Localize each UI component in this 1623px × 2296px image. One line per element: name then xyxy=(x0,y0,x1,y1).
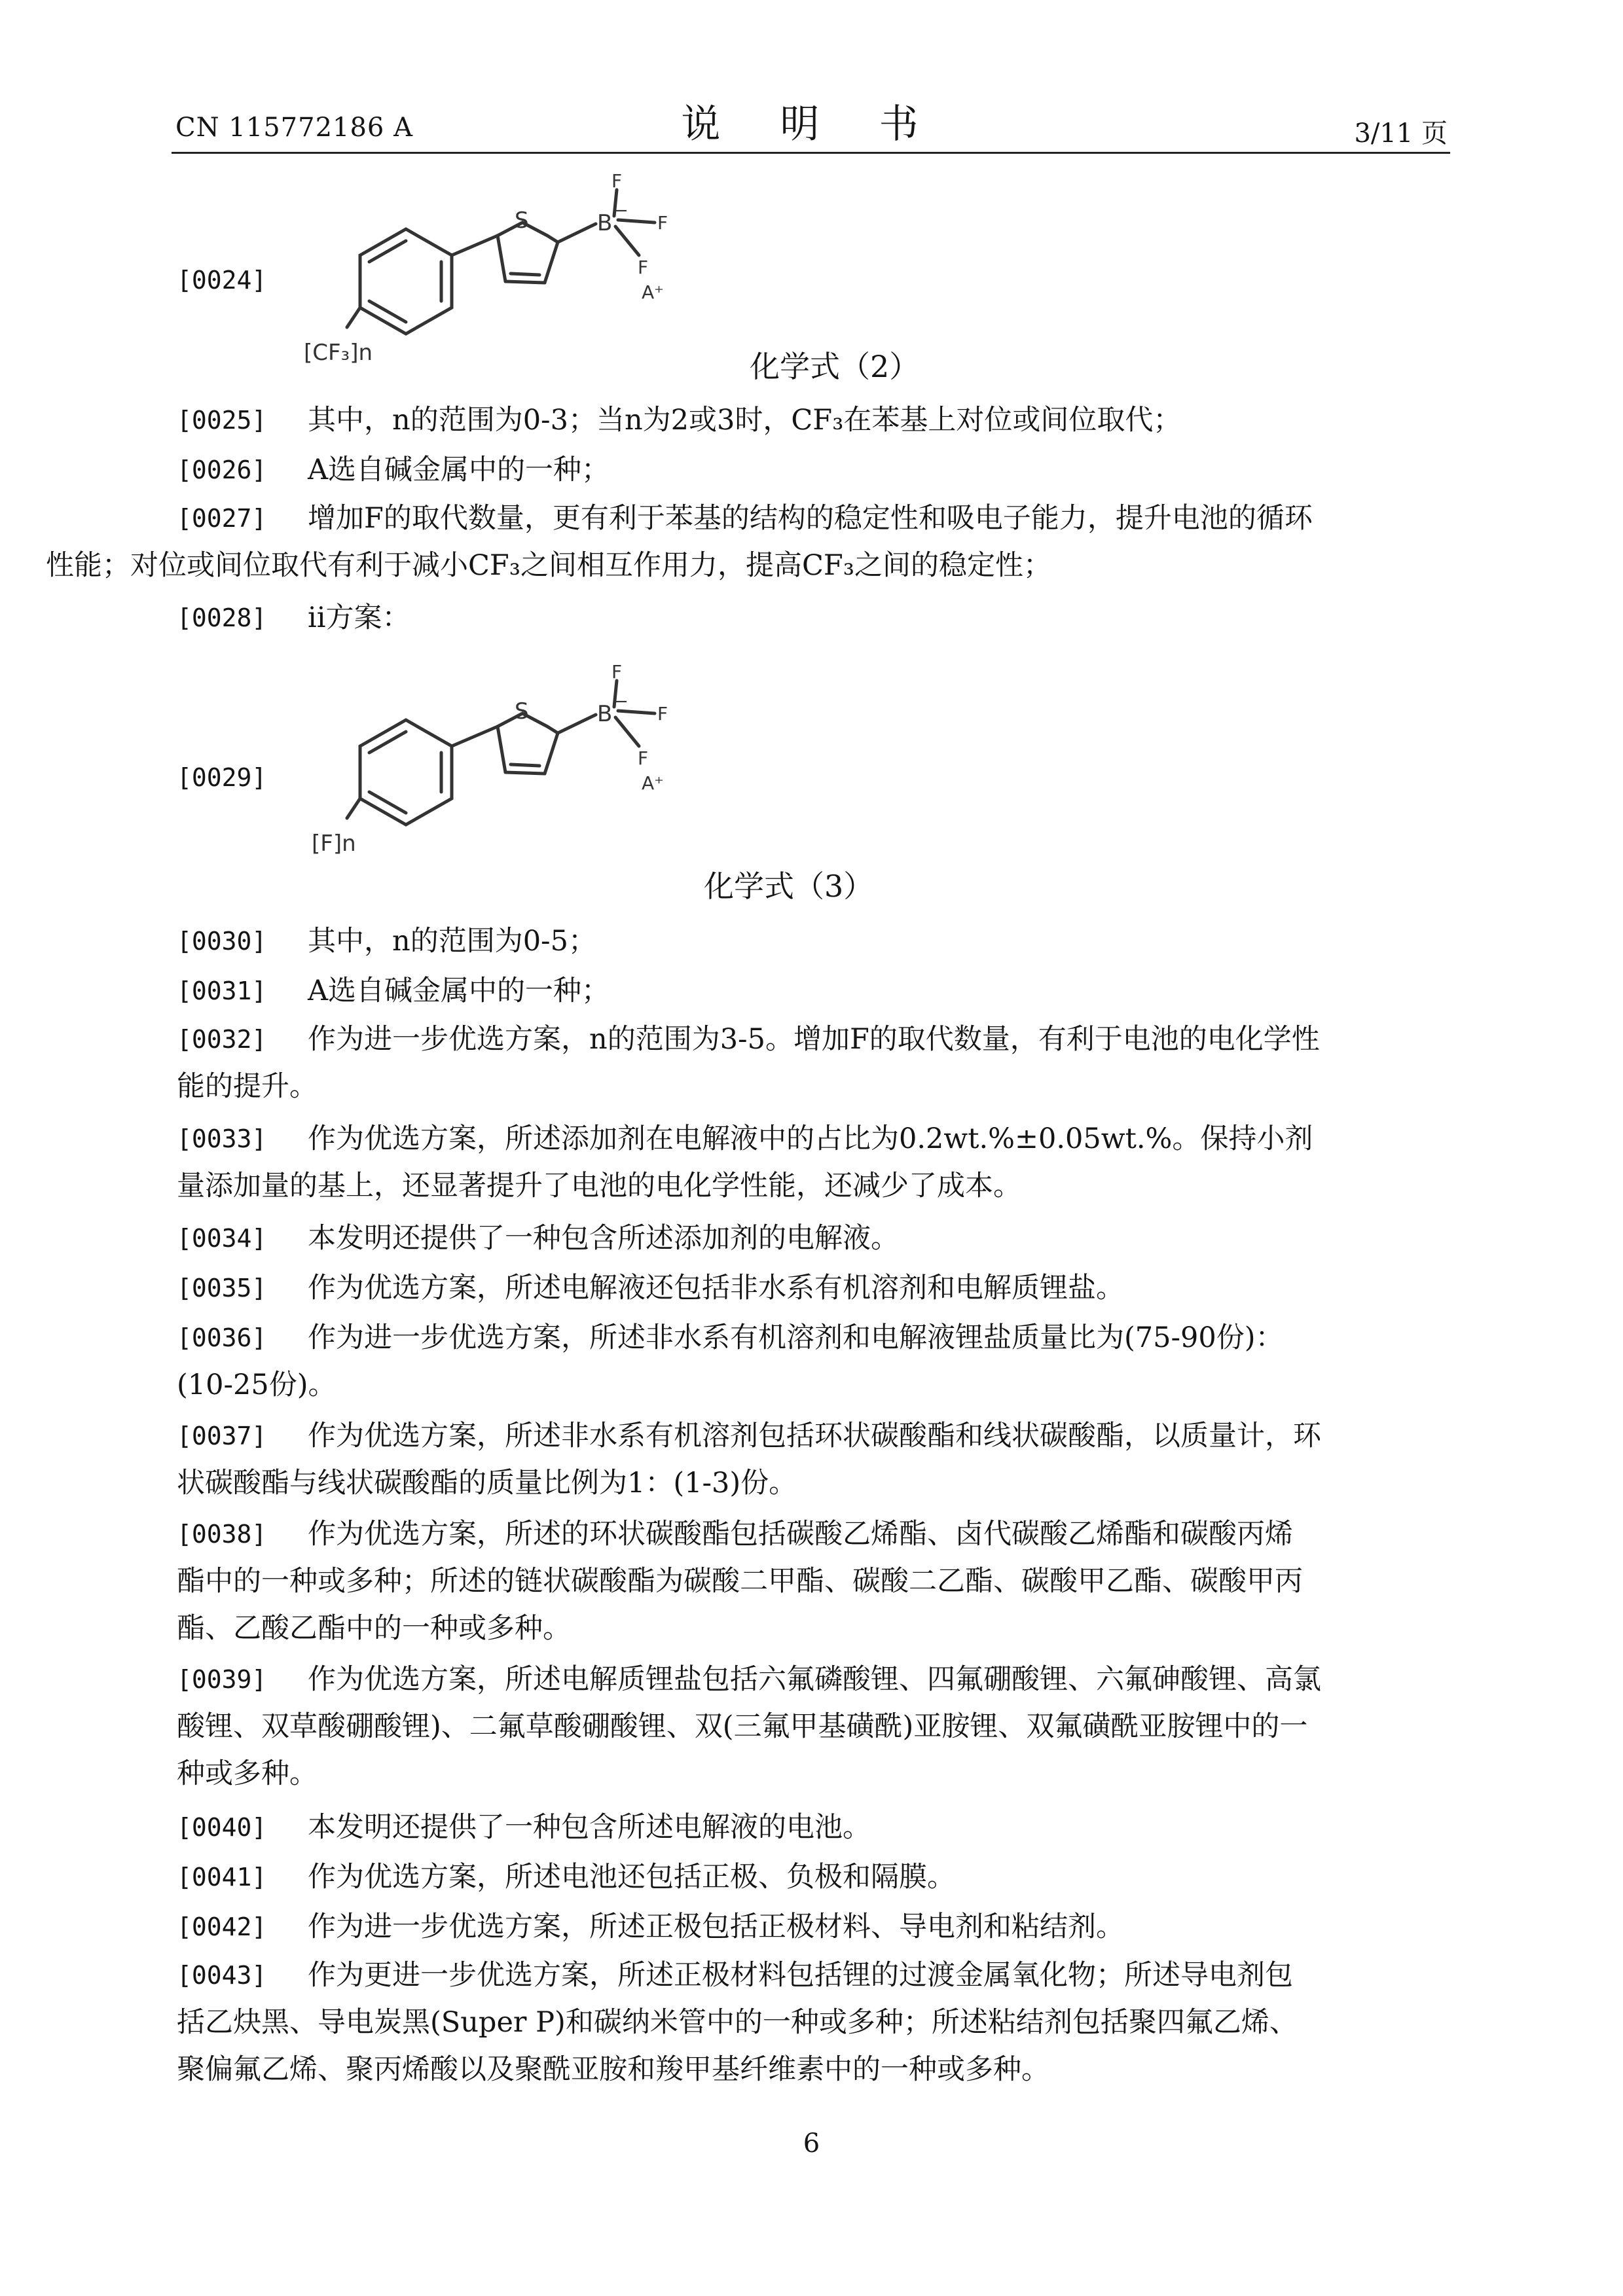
paragraph-line: 本发明还提供了一种包含所述电解液的电池。 xyxy=(308,1811,871,1844)
fluorine-label-1: F xyxy=(611,661,623,683)
boron-label: B xyxy=(597,701,613,727)
paragraph-line: 作为进一步优选方案，n的范围为3-5。增加F的取代数量，有利于电池的电化学性 xyxy=(308,1023,1320,1056)
paragraph-number: [0032] xyxy=(177,1025,267,1054)
paragraph-number: [0031] xyxy=(177,977,267,1005)
paragraph xyxy=(177,1016,1457,1110)
paragraph-number: [0035] xyxy=(177,1274,267,1302)
fluorine-label-3: F xyxy=(638,257,649,278)
substituent-label: [F]n xyxy=(312,831,356,857)
paragraph-line: 聚偏氟乙烯、聚丙烯酸以及聚酰亚胺和羧甲基纤维素中的一种或多种。 xyxy=(177,2053,1049,2086)
figure-3-caption: 化学式（3） xyxy=(704,869,874,904)
paragraph-line: (10-25份)。 xyxy=(177,1369,337,1401)
paragraph xyxy=(177,594,1457,641)
paragraph xyxy=(177,1115,1457,1210)
paragraph-line: 种或多种。 xyxy=(177,1757,318,1790)
boron-label: B xyxy=(597,210,613,236)
paragraph xyxy=(177,1804,1457,1851)
paragraph-number: [0040] xyxy=(177,1813,267,1842)
fluorine-label-2: F xyxy=(657,703,668,725)
paragraph-line: 作为更进一步优选方案，所述正极材料包括锂的过渡金属氧化物；所述导电剂包 xyxy=(308,1959,1293,1992)
charge-label: − xyxy=(614,201,629,221)
paragraph-line: 作为进一步优选方案，所述正极包括正极材料、导电剂和粘结剂。 xyxy=(308,1910,1124,1943)
paragraph-number: [0025] xyxy=(177,406,267,435)
paragraph-line: 增加F的取代数量，更有利于苯基的结构的稳定性和吸电子能力，提升电池的循环 xyxy=(308,502,1313,535)
paragraph-line: 括乙炔黑、导电炭黑(Super P)和碳纳米管中的一种或多种；所述粘结剂包括聚四氟乙烯、 xyxy=(177,2006,1298,2039)
paragraph-line: 作为优选方案，所述添加剂在电解液中的占比为0.2wt.%±0.05wt.%。保持小剂 xyxy=(308,1122,1313,1155)
paragraph-line: 本发明还提供了一种包含所述添加剂的电解液。 xyxy=(308,1222,899,1255)
paragraph xyxy=(177,1511,1457,1652)
sulfur-label: S xyxy=(515,207,529,234)
header-rule xyxy=(172,152,1450,154)
paragraph xyxy=(177,1215,1457,1262)
paragraph xyxy=(177,1314,1457,1408)
paragraph xyxy=(177,1854,1457,1901)
paragraph-number: [0024] xyxy=(177,266,267,295)
paragraph-number: [0026] xyxy=(177,456,267,484)
paragraph-line: 作为优选方案，所述电解液还包括非水系有机溶剂和电解质锂盐。 xyxy=(308,1272,1124,1304)
paragraph-line: 能的提升。 xyxy=(177,1070,318,1103)
paragraph-line: 作为优选方案，所述电解质锂盐包括六氟磷酸锂、四氟硼酸锂、六氟砷酸锂、高氯 xyxy=(308,1663,1321,1696)
paragraph-line: 酯中的一种或多种；所述的链状碳酸酯为碳酸二甲酯、碳酸二乙酯、碳酸甲乙酯、碳酸甲丙 xyxy=(177,1565,1303,1598)
page-number: 6 xyxy=(803,2128,820,2159)
paragraph-number: [0036] xyxy=(177,1323,267,1352)
paragraph xyxy=(177,918,1457,965)
paragraph-line: A选自碱金属中的一种； xyxy=(308,975,610,1007)
paragraph xyxy=(177,397,1457,444)
paragraph-number: [0038] xyxy=(177,1520,267,1549)
figure-2-caption: 化学式（2） xyxy=(750,349,920,384)
paragraph xyxy=(177,1952,1457,2093)
paragraph xyxy=(177,446,1457,493)
paragraph-line: 其中，n的范围为0-5； xyxy=(308,925,596,958)
paragraph-number: [0034] xyxy=(177,1224,267,1253)
fluorine-label-2: F xyxy=(657,212,668,234)
cation-label: A⁺ xyxy=(642,281,664,303)
document-title: 说 明 书 xyxy=(681,101,942,147)
fluorine-label-1: F xyxy=(611,170,623,192)
paragraph-number: [0039] xyxy=(177,1665,267,1694)
document-id: CN 115772186 A xyxy=(175,113,413,143)
paragraph-line: 作为优选方案，所述电池还包括正极、负极和隔膜。 xyxy=(308,1861,955,1893)
paragraph-line: 作为优选方案，所述非水系有机溶剂包括环状碳酸酯和线状碳酸酯，以质量计，环 xyxy=(308,1420,1321,1452)
paragraph-line: 其中，n的范围为0-3；当n为2或3时，CF₃在苯基上对位或间位取代； xyxy=(308,404,1182,437)
chemical-structure-2 xyxy=(301,170,773,382)
paragraph-number: [0029] xyxy=(177,763,267,792)
paragraph-number: [0037] xyxy=(177,1422,267,1450)
paragraph-line: ii方案： xyxy=(308,601,410,634)
paragraph xyxy=(46,495,1457,589)
paragraph-line: 状碳酸酯与线状碳酸酯的质量比例为1：(1-3)份。 xyxy=(177,1467,797,1499)
paragraph xyxy=(177,1903,1457,1950)
sulfur-label: S xyxy=(515,698,529,725)
paragraph-number: [0041] xyxy=(177,1863,267,1892)
paragraph-line: 酯、乙酸乙酯中的一种或多种。 xyxy=(177,1612,571,1645)
paragraph-number: [0030] xyxy=(177,927,267,956)
chemical-structure-3 xyxy=(301,661,773,880)
paragraph-line: 量添加量的基上，还显著提升了电池的电化学性能，还减少了成本。 xyxy=(177,1170,1021,1202)
paragraph xyxy=(177,967,1457,1014)
paragraph-line: A选自碱金属中的一种； xyxy=(308,454,610,486)
cation-label: A⁺ xyxy=(642,772,664,794)
paragraph-number: [0028] xyxy=(177,603,267,632)
paragraph xyxy=(177,1656,1457,1797)
paragraph-line: 性能；对位或间位取代有利于减小CF₃之间相互作用力，提高CF₃之间的稳定性； xyxy=(46,549,1051,582)
paragraph xyxy=(177,1265,1457,1312)
paragraph-number: [0043] xyxy=(177,1961,267,1990)
paragraph-number: [0033] xyxy=(177,1124,267,1153)
paragraph-line: 酸锂、双草酸硼酸锂)、二氟草酸硼酸锂、双(三氟甲基磺酰)亚胺锂、双氟磺酰亚胺锂中的一 xyxy=(177,1710,1308,1743)
fluorine-label-3: F xyxy=(638,747,649,769)
substituent-label: [CF₃]n xyxy=(304,340,373,366)
paragraph-line: 作为进一步优选方案，所述非水系有机溶剂和电解液锂盐质量比为(75-90份)： xyxy=(308,1321,1284,1354)
paragraph-number: [0027] xyxy=(177,504,267,533)
charge-label: − xyxy=(614,692,629,711)
paragraph xyxy=(177,1412,1457,1507)
page-indicator: 3/11 页 xyxy=(1354,118,1448,149)
paragraph-line: 作为优选方案，所述的环状碳酸酯包括碳酸乙烯酯、卤代碳酸乙烯酯和碳酸丙烯 xyxy=(308,1518,1293,1551)
paragraph-number: [0042] xyxy=(177,1912,267,1941)
